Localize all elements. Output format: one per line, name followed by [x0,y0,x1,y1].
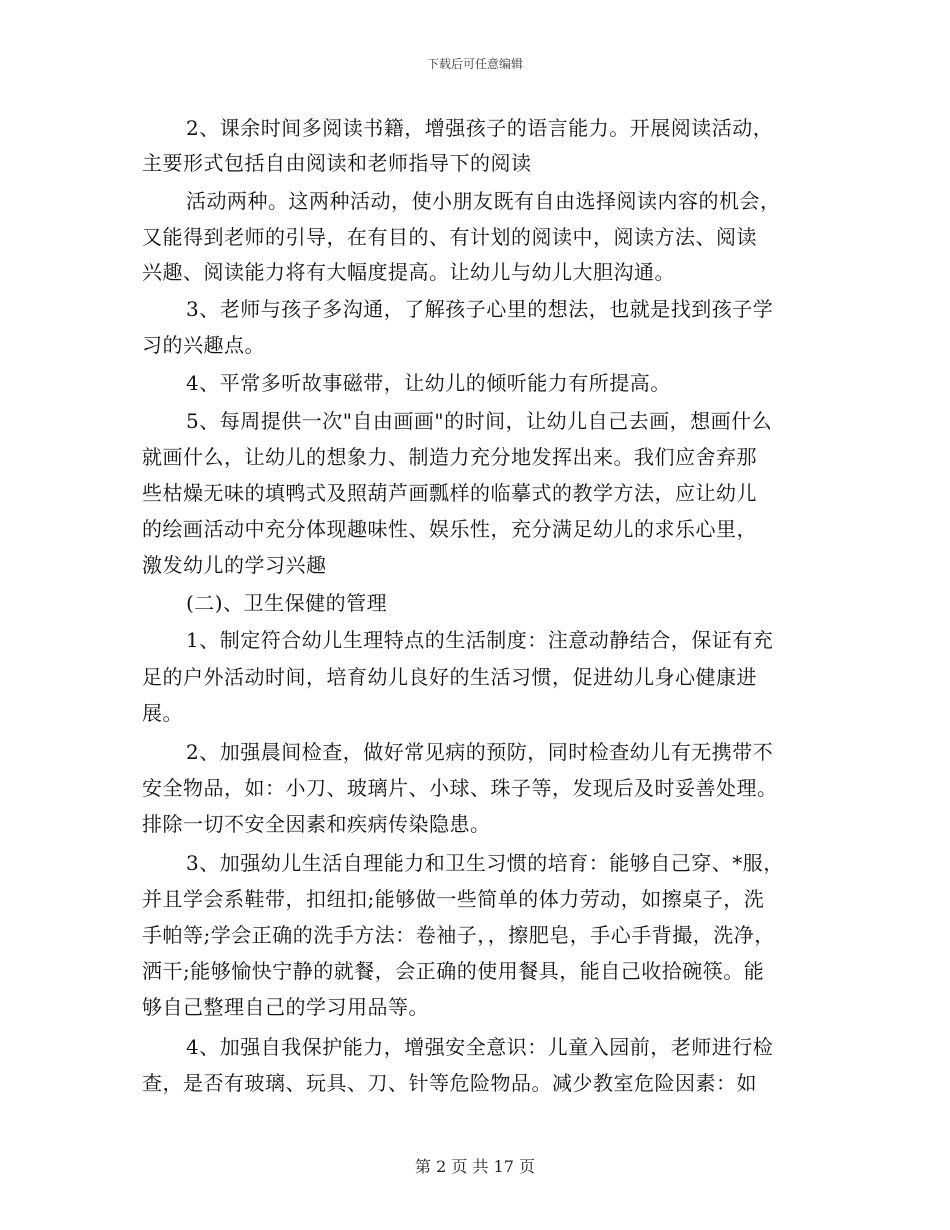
text-line: 兴趣、阅读能力将有大幅度提高。让幼儿与幼儿大胆沟通。 [142,260,675,284]
text-line: 4、平常多听故事磁带，让幼儿的倾听能力有所提高。 [186,371,671,395]
text-line: 足的户外活动时间，培育幼儿良好的生活习惯，促进幼儿身心健康进 [142,665,757,689]
text-line: 习的兴趣点。 [142,333,265,357]
text-line: 主要形式包括自由阅读和老师指导下的阅读 [142,151,532,175]
text-line: 3、加强幼儿生活自理能力和卫生习惯的培育：能够自己穿、*服， [186,851,784,875]
text-line: 些枯燥无味的填鸭式及照葫芦画瓢样的临摹式的教学方法，应让幼儿 [142,481,757,505]
text-line: 展。 [142,701,183,725]
text-line: 就画什么，让幼儿的想象力、制造力充分地发挥出来。我们应舍弃那 [142,445,757,469]
text-line: 2、课余时间多阅读书籍，增强孩子的语言能力。开展阅读活动， [186,116,774,140]
text-line: 手帕等;学会正确的洗手方法：卷袖子，，擦肥皂，手心手背撮，洗净， [142,923,775,947]
section-heading: (二)、卫生保健的管理 [186,591,388,615]
text-line: 3、老师与孩子多沟通，了解孩子心里的想法，也就是找到孩子学 [186,297,774,321]
text-line: 又能得到老师的引导，在有目的、有计划的阅读中，阅读方法、阅读 [142,225,757,249]
text-line: 的绘画活动中充分体现趣味性、娱乐性，充分满足幼儿的求乐心里， [142,517,757,541]
text-line: 安全物品，如：小刀、玻璃片、小球、珠子等，发现后及时妥善处理。 [142,776,778,800]
text-line: 查，是否有玻璃、玩具、刀、针等危险物品。减少教室危险因素：如 [142,1071,757,1095]
text-line: 2、加强晨间检查，做好常见病的预防，同时检查幼儿有无携带不 [186,740,774,764]
text-line: 洒干;能够愉快宁静的就餐，会正确的使用餐具，能自己收拾碗筷。能 [142,959,765,983]
text-line: 排除一切不安全因素和疾病传染隐患。 [142,812,491,836]
text-line: 4、加强自我保护能力，增强安全意识：儿童入园前，老师进行检 [186,1035,774,1059]
text-line: 5、每周提供一次"自由画画"的时间，让幼儿自己去画，想画什么 [186,409,773,433]
text-line: 并且学会系鞋带，扣纽扣;能够做一些简单的体力劳动，如擦桌子，洗 [142,887,765,911]
text-line: 够自己整理自己的学习用品等。 [142,995,429,1019]
text-line: 1、制定符合幼儿生理特点的生活制度：注意动静结合，保证有充 [186,628,774,652]
page-number-footer: 第 2 页 共 17 页 [415,1157,535,1176]
text-line: 激发幼儿的学习兴趣 [142,553,327,577]
page-header-note: 下载后可任意编辑 [426,57,523,71]
text-line: 活动两种。这两种活动，使小朋友既有自由选择阅读内容的机会， [186,189,781,213]
